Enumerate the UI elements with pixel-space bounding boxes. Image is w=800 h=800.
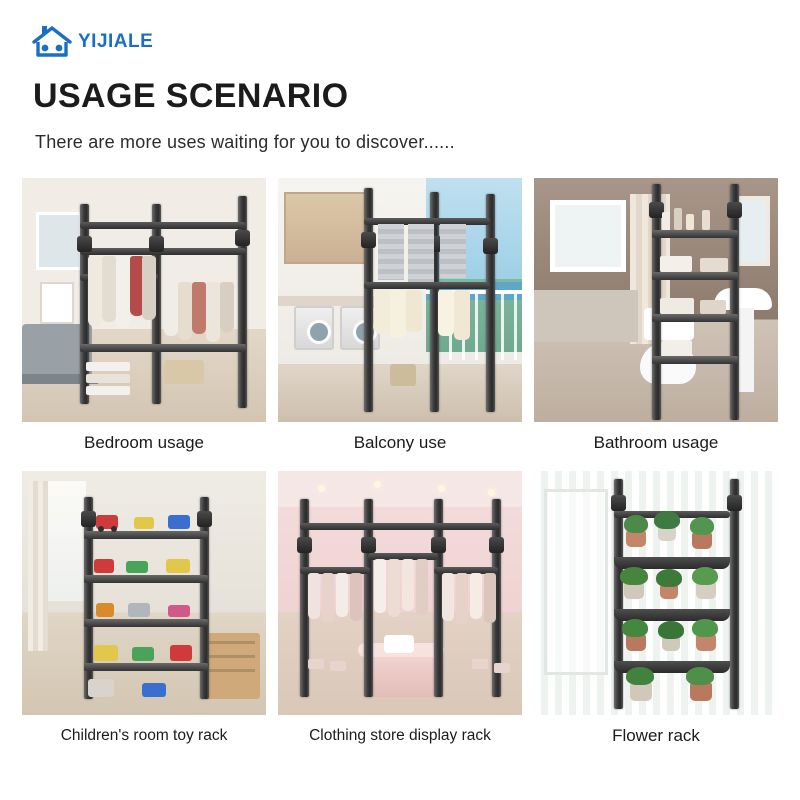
caption-text: Bedroom usage [83, 433, 205, 452]
brand-logo-group [30, 22, 153, 62]
scenario-gallery [22, 178, 778, 755]
caption-text: Flower rack [612, 725, 700, 745]
bathroom-shelf-rack-photo [534, 178, 778, 422]
list-item [534, 178, 778, 463]
caption-text: Balcony use [353, 433, 447, 452]
page-title: USAGE SCENARIO [33, 77, 349, 115]
bedroom-clothes-rack-photo [22, 178, 266, 422]
kids-room-toy-rack-photo [22, 471, 266, 715]
caption-text: Clothing store display rack [309, 726, 491, 744]
brand-name: YIJIALE [78, 31, 154, 52]
house-logo-icon [30, 22, 74, 62]
list-item [22, 471, 266, 756]
page-subtitle: There are more uses waiting for you to discover...... [35, 132, 455, 152]
list-item [534, 471, 778, 756]
list-item [278, 471, 522, 756]
list-item [22, 178, 266, 463]
caption-text: Bathroom usage [593, 433, 719, 452]
list-item [278, 178, 522, 463]
caption-text: Children's room toy rack [60, 726, 228, 744]
clothing-store-display-rack-photo [278, 471, 522, 715]
balcony-drying-rack-photo [278, 178, 522, 422]
flower-rack-photo [534, 471, 778, 715]
